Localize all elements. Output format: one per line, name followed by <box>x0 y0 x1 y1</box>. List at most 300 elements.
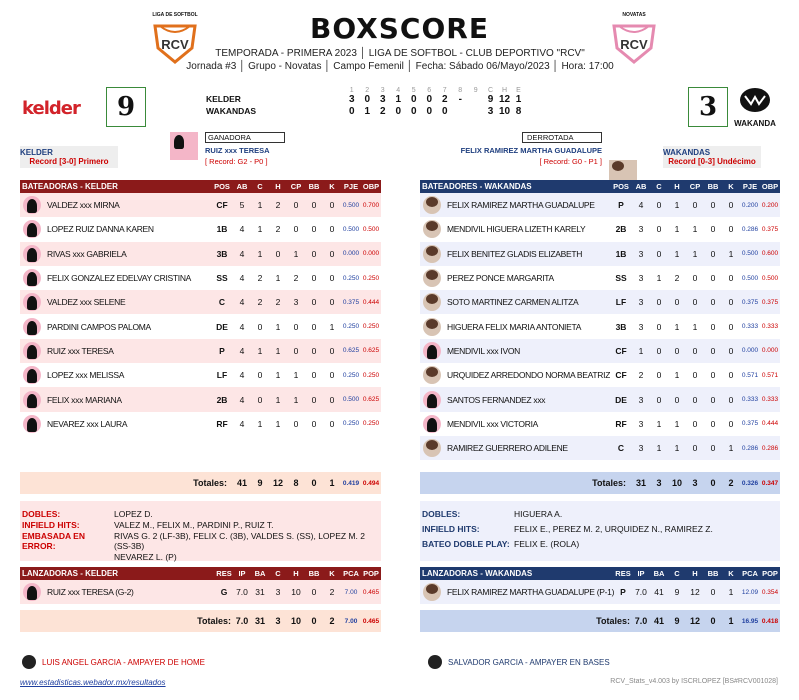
stat-cell: 1 <box>257 200 263 211</box>
stat-cell: 7.0 <box>635 587 647 598</box>
stat-cell: 4 <box>239 224 245 235</box>
stat-cell: RF <box>615 418 627 429</box>
stat-cell: 0.375 <box>342 298 360 306</box>
stat-cell: 41 <box>654 587 664 598</box>
totals-cell: 0.465 <box>362 617 380 625</box>
column-header: POP <box>363 569 379 578</box>
column-header: K <box>728 182 734 191</box>
stat-cell: 0 <box>311 248 317 259</box>
note-value: FELIX E. (ROLA) <box>514 539 580 549</box>
player-photo <box>423 342 441 360</box>
stat-cell: 0 <box>656 394 662 405</box>
totals-cell: 0 <box>311 478 317 488</box>
player-photo <box>423 293 441 311</box>
column-header: IP <box>238 569 246 578</box>
inning-label: 7 <box>442 87 447 94</box>
note-value: LOPEZ D. <box>114 509 153 519</box>
player-photo <box>423 415 441 433</box>
stat-cell: 0 <box>710 248 716 259</box>
totals-cell: 0 <box>311 616 317 627</box>
stat-cell: 0.286 <box>761 444 779 452</box>
page-title: BOXSCORE <box>310 12 489 45</box>
player-photo <box>423 439 441 457</box>
home-umpire: LUIS ANGEL GARCIA - AMPAYER DE HOME <box>22 655 205 669</box>
totals-label: Totales: <box>193 478 227 488</box>
table-row <box>420 266 780 290</box>
stat-cell: 0 <box>257 370 263 381</box>
player-name: RUIZ xxx TERESA <box>47 345 114 356</box>
stat-cell: 0.444 <box>362 298 380 306</box>
stat-cell: 0.333 <box>761 323 779 331</box>
table-row <box>420 242 780 266</box>
totals-cell: 10 <box>671 478 682 488</box>
stat-cell: 0 <box>674 394 680 405</box>
player-photo <box>423 245 441 263</box>
stat-cell: 1B <box>216 224 228 235</box>
note-value: NEVAREZ L. (P) <box>114 552 177 562</box>
column-header: IP <box>637 569 645 578</box>
svg-text:RCV: RCV <box>620 37 648 52</box>
stat-cell: 10 <box>291 587 301 598</box>
column-header: RES <box>615 569 631 578</box>
stat-cell: 1 <box>674 248 680 259</box>
totals-cell: 31 <box>635 478 646 488</box>
table-title: LANZADORAS - WAKANDAS <box>422 569 533 578</box>
linescore-value: 9 <box>487 94 494 105</box>
table-row <box>20 363 381 387</box>
totals-cell: 9 <box>674 616 680 627</box>
stat-cell: 0.500 <box>761 274 779 282</box>
stat-cell: C <box>617 443 625 454</box>
linescore-value: 2 <box>379 106 386 117</box>
stat-cell: 0 <box>710 394 716 405</box>
stat-cell: 4 <box>239 297 245 308</box>
pitcher-row <box>420 580 780 604</box>
stat-cell: 0 <box>311 273 317 284</box>
subtitle-season: TEMPORADA - PRIMERA 2023 │ LIGA DE SOFTBOL - CLUB DEPORTIVO "RCV" <box>215 48 585 59</box>
stat-cell: 0.444 <box>761 420 779 428</box>
note-label <box>22 552 114 562</box>
stat-cell: 3B <box>216 248 228 259</box>
wakanda-pitching-table <box>420 567 780 632</box>
website-link[interactable]: www.estadisticas.webador.mx/resultados <box>20 678 166 687</box>
inning-label: E <box>516 87 521 94</box>
totals-cell: 2 <box>329 616 335 627</box>
stat-cell: 1 <box>275 418 281 429</box>
player-photo <box>23 583 41 601</box>
stat-cell: 0 <box>728 370 734 381</box>
stat-cell: 1 <box>275 321 281 332</box>
base-umpire: SALVADOR GARCIA - AMPAYER EN BASES <box>428 655 610 669</box>
totals-cell: 10 <box>290 616 301 627</box>
umpire-icon <box>428 655 442 669</box>
column-header: POS <box>214 182 230 191</box>
stat-cell: 0 <box>311 200 317 211</box>
column-header: BB <box>308 182 320 191</box>
table-row <box>420 217 780 241</box>
column-header: C <box>275 569 281 578</box>
table-row <box>20 242 381 266</box>
stat-cell: 3 <box>293 297 299 308</box>
totals-cell: 3 <box>692 478 698 488</box>
totals-cell: 41 <box>236 478 247 488</box>
linescore-value: 3 <box>379 94 386 105</box>
note-label: DOBLES: <box>422 509 461 519</box>
stat-cell: 0.571 <box>741 371 759 379</box>
version-text: RCV_Stats_v4.003 by ISCRLOPEZ [BS#RCV001028] <box>610 678 778 685</box>
stat-cell: 0.333 <box>741 323 759 331</box>
table-row <box>20 193 381 217</box>
stat-cell: 0.375 <box>741 298 759 306</box>
inning-label: 2 <box>365 87 370 94</box>
stat-cell: 1 <box>674 370 680 381</box>
linescore-value: 1 <box>364 106 371 117</box>
stat-cell: 0 <box>656 321 662 332</box>
player-photo <box>23 245 41 263</box>
linescore-value <box>453 106 469 118</box>
home-score: 9 <box>106 87 146 127</box>
player-name: FELIX xxx MARIANA <box>47 394 122 405</box>
stat-cell: 0.571 <box>761 371 779 379</box>
column-header: H <box>293 569 299 578</box>
stat-cell: 2 <box>275 224 281 235</box>
table-row <box>420 387 780 411</box>
stat-cell: 0 <box>311 297 317 308</box>
stat-cell: 0.375 <box>761 298 779 306</box>
linescore-value: 0 <box>395 106 402 117</box>
stat-cell: 0 <box>710 587 716 598</box>
column-header: OBP <box>761 182 779 191</box>
home-team-box: KELDER Record [3-0] Primero <box>20 146 118 168</box>
stat-cell: 1 <box>674 200 680 211</box>
stat-cell: 3 <box>638 443 644 454</box>
stat-cell: 4 <box>239 394 245 405</box>
totals-cell: 8 <box>293 478 299 488</box>
stat-cell: 0 <box>728 224 734 235</box>
column-header: PCA <box>742 569 758 578</box>
stat-cell: 0 <box>692 443 698 454</box>
player-name: FELIX BENITEZ GLADIS ELIZABETH <box>447 248 583 259</box>
stat-cell: 0 <box>311 224 317 235</box>
stat-cell: 2 <box>257 273 263 284</box>
stat-cell: 0 <box>692 370 698 381</box>
stat-cell: 0.250 <box>342 274 360 282</box>
kelder-notes <box>20 501 381 561</box>
totals-cell: 7.0 <box>634 616 648 627</box>
linescore-value: 3 <box>487 106 494 117</box>
stat-cell: SS <box>216 273 228 284</box>
stat-cell: 3B <box>615 321 627 332</box>
player-photo <box>23 342 41 360</box>
stat-cell: 0.354 <box>761 588 779 596</box>
stat-cell: 0 <box>692 273 698 284</box>
column-header: C <box>257 182 263 191</box>
stat-cell: 3 <box>638 297 644 308</box>
linescore-row <box>206 106 606 118</box>
totals-cell: 9 <box>257 478 263 488</box>
stat-cell: 0.500 <box>342 225 360 233</box>
linescore-value: 1 <box>395 94 402 105</box>
linescore <box>206 87 606 118</box>
stat-cell: 0 <box>710 273 716 284</box>
stat-cell: 7.0 <box>236 587 248 598</box>
player-photo <box>23 318 41 336</box>
table-row <box>420 436 780 460</box>
stat-cell: 2 <box>275 200 281 211</box>
totals-cell: 7.00 <box>344 617 358 625</box>
inning-label: H <box>501 87 508 94</box>
winner-photo <box>170 132 198 160</box>
stat-cell: 1 <box>728 248 734 259</box>
stat-cell: 0.000 <box>362 250 380 258</box>
stat-cell: 0.375 <box>741 420 759 428</box>
stat-cell: 0.700 <box>362 201 380 209</box>
kelder-logo: kelder <box>22 98 80 119</box>
stat-cell: 0 <box>692 297 698 308</box>
stat-cell: 0 <box>710 321 716 332</box>
totals-cell: 0 <box>710 478 716 488</box>
totals-cell: 0.347 <box>761 479 779 487</box>
player-photo <box>423 269 441 287</box>
linescore-value: 0 <box>364 94 371 105</box>
table-title: BATEADORES - WAKANDAS <box>422 182 532 191</box>
stat-cell: P <box>618 200 624 211</box>
linescore-value: 3 <box>348 94 355 105</box>
subtitle-game-info: Jornada #3 │ Grupo - Novatas │ Campo Femenil │ Fecha: Sábado 06/Mayo/2023 │ Hora: 17:00 <box>186 61 614 72</box>
column-header: K <box>728 569 734 578</box>
player-photo <box>23 415 41 433</box>
loser-name: FELIX RAMIREZ MARTHA GUADALUPE <box>460 146 602 155</box>
totals-label: Totales: <box>592 478 626 488</box>
linescore-value <box>468 94 484 106</box>
svg-text:RCV: RCV <box>161 37 189 52</box>
linescore-value: 10 <box>498 106 511 117</box>
stat-cell: 1 <box>275 370 281 381</box>
stat-cell: 0 <box>329 394 335 405</box>
stat-cell: 0.000 <box>342 250 360 258</box>
away-team-box: WAKANDAS Record [0-3] Undécimo <box>663 146 761 168</box>
player-photo <box>23 293 41 311</box>
pitcher-name: FELIX RAMIREZ MARTHA GUADALUPE (P-1) <box>447 587 614 598</box>
wakanda-batting-totals <box>420 472 780 494</box>
column-header: BA <box>254 569 266 578</box>
stat-cell: 0 <box>257 321 263 332</box>
pitcher-row <box>20 580 381 604</box>
player-photo <box>423 196 441 214</box>
player-name: MENDIVIL HIGUERA LIZETH KARELY <box>447 224 586 235</box>
note-label: INFIELD HITS: <box>422 524 480 534</box>
stat-cell: 0.500 <box>342 201 360 209</box>
stat-cell: 1B <box>615 248 627 259</box>
stat-cell: 2B <box>615 224 627 235</box>
stat-cell: 1 <box>275 394 281 405</box>
stat-cell: 0 <box>329 200 335 211</box>
stat-cell: CF <box>216 200 228 211</box>
player-photo <box>423 391 441 409</box>
winner-name: RUIZ xxx TERESA <box>205 146 270 155</box>
stat-cell: 0 <box>728 273 734 284</box>
stat-cell: 4 <box>239 273 245 284</box>
note-label: BATEO DOBLE PLAY: <box>422 539 510 549</box>
note-value: HIGUERA A. <box>514 509 563 519</box>
stat-cell: LF <box>216 370 228 381</box>
stat-cell: 3 <box>638 418 644 429</box>
player-name: URQUIDEZ ARREDONDO NORMA BEATRIZ <box>447 370 610 381</box>
stat-cell: 0 <box>656 200 662 211</box>
stat-cell: 0.250 <box>362 371 380 379</box>
stat-cell: 2 <box>638 370 644 381</box>
player-photo <box>423 220 441 238</box>
stat-cell: 0.250 <box>362 420 380 428</box>
table-row <box>420 412 780 436</box>
column-header: PJE <box>742 182 758 191</box>
totals-cell: 0.494 <box>362 479 380 487</box>
column-header: H <box>692 569 698 578</box>
column-header: BB <box>707 182 719 191</box>
stat-cell: 1 <box>257 418 263 429</box>
stat-cell: 4 <box>638 200 644 211</box>
stat-cell: 3 <box>638 224 644 235</box>
player-name: SANTOS FERNANDEZ xxx <box>447 394 546 405</box>
stat-cell: 0.000 <box>761 347 779 355</box>
stat-cell: 1 <box>275 345 281 356</box>
stat-cell: 0 <box>329 224 335 235</box>
stat-cell: P <box>219 345 225 356</box>
column-header: PCA <box>343 569 359 578</box>
totals-cell: 3 <box>275 616 281 627</box>
totals-cell: 31 <box>254 616 265 627</box>
stat-cell: 0 <box>656 297 662 308</box>
winner-record: [ Record: G2 - P0 ] <box>205 157 268 166</box>
totals-cell: 7.0 <box>235 616 249 627</box>
linescore-value: 0 <box>426 106 433 117</box>
stat-cell: 1 <box>293 370 299 381</box>
note-value: FELIX E., PEREZ M. 2, URQUIDEZ N., RAMIREZ Z. <box>514 524 713 534</box>
stat-cell: 2 <box>329 587 335 598</box>
note-label: INFIELD HITS: <box>22 520 80 530</box>
column-header: H <box>275 182 281 191</box>
stat-cell: 1 <box>692 248 698 259</box>
note-value: VALEZ M., FELIX M., PARDINI P., RUIZ T. <box>114 520 274 530</box>
player-name: VALDEZ xxx MIRNA <box>47 200 120 211</box>
stat-cell: 0.333 <box>761 396 779 404</box>
stat-cell: CF <box>615 370 627 381</box>
stat-cell: RF <box>216 418 228 429</box>
column-header: PJE <box>343 182 359 191</box>
stat-cell: 3 <box>638 273 644 284</box>
column-header: BB <box>707 569 719 578</box>
stat-cell: 0.286 <box>741 444 759 452</box>
linescore-value: 12 <box>498 94 511 105</box>
stat-cell: 3 <box>275 587 281 598</box>
column-header: C <box>674 569 680 578</box>
linescore-value: 1 <box>515 94 522 105</box>
player-name: LOPEZ xxx MELISSA <box>47 370 125 381</box>
wakanda-batting-table <box>420 180 780 460</box>
totals-cell: 12 <box>272 478 283 488</box>
inning-label: 8 <box>458 87 463 94</box>
stat-cell: 0 <box>311 345 317 356</box>
player-name: PARDINI CAMPOS PALOMA <box>47 321 151 332</box>
stat-cell: 0 <box>710 418 716 429</box>
stat-cell: 0 <box>329 345 335 356</box>
stat-cell: 0 <box>311 394 317 405</box>
column-header: C <box>656 182 662 191</box>
table-row <box>20 387 381 411</box>
stat-cell: 0 <box>311 370 317 381</box>
totals-cell: 0.418 <box>761 617 779 625</box>
stat-cell: LF <box>615 297 627 308</box>
totals-cell: 0 <box>710 616 716 627</box>
stat-cell: CF <box>615 345 627 356</box>
stat-cell: 1 <box>728 443 734 454</box>
player-name: PEREZ PONCE MARGARITA <box>447 273 554 284</box>
column-header: BA <box>653 569 665 578</box>
stat-cell: 7.00 <box>344 588 358 596</box>
player-name: LOPEZ RUIZ DANNA KAREN <box>47 224 154 235</box>
inning-label: 9 <box>473 87 478 94</box>
linescore-row <box>206 94 606 106</box>
stat-cell: 0.500 <box>362 225 380 233</box>
stat-cell: 0 <box>674 345 680 356</box>
stat-cell: 0 <box>329 273 335 284</box>
stat-cell: 1 <box>293 248 299 259</box>
stat-cell: 0.375 <box>761 225 779 233</box>
stat-cell: 0 <box>293 224 299 235</box>
column-header: CP <box>689 182 701 191</box>
stat-cell: 0 <box>293 200 299 211</box>
table-row <box>20 290 381 314</box>
stat-cell: 0 <box>293 345 299 356</box>
column-header: K <box>329 569 335 578</box>
totals-label: Totales: <box>596 616 630 627</box>
stat-cell: 3 <box>638 394 644 405</box>
table-title: BATEADORAS - KELDER <box>22 182 118 191</box>
player-name: MENDIVIL xxx IVON <box>447 345 520 356</box>
stat-cell: 1 <box>656 443 662 454</box>
stat-cell: 4 <box>239 418 245 429</box>
table-row <box>20 412 381 436</box>
kelder-batting-totals <box>20 472 381 494</box>
table-title: LANZADORAS - KELDER <box>22 569 118 578</box>
table-row <box>20 217 381 241</box>
stat-cell: C <box>218 297 226 308</box>
stat-cell: 1 <box>329 321 335 332</box>
stat-cell: 3 <box>638 248 644 259</box>
column-header: CP <box>290 182 302 191</box>
totals-label: Totales: <box>197 616 231 627</box>
totals-cell: 0.326 <box>741 479 759 487</box>
away-score: 3 <box>688 87 728 127</box>
column-header: OBP <box>362 182 380 191</box>
stat-cell: 1 <box>692 321 698 332</box>
stat-cell: 9 <box>674 587 680 598</box>
totals-cell: 1 <box>329 478 335 488</box>
column-header: POP <box>762 569 778 578</box>
player-name: RAMIREZ GUERRERO ADILENE <box>447 443 568 454</box>
stat-cell: SS <box>615 273 627 284</box>
column-header: H <box>674 182 680 191</box>
player-photo <box>423 366 441 384</box>
stat-cell: 5 <box>239 200 245 211</box>
stat-cell: 0 <box>728 345 734 356</box>
kelder-pitching-table <box>20 567 381 632</box>
column-header: POS <box>613 182 629 191</box>
player-name: FELIX GONZALEZ EDELVAY CRISTINA <box>47 273 192 284</box>
kelder-batting-table <box>20 180 381 436</box>
stat-cell: 4 <box>239 370 245 381</box>
stat-cell: 0 <box>656 248 662 259</box>
